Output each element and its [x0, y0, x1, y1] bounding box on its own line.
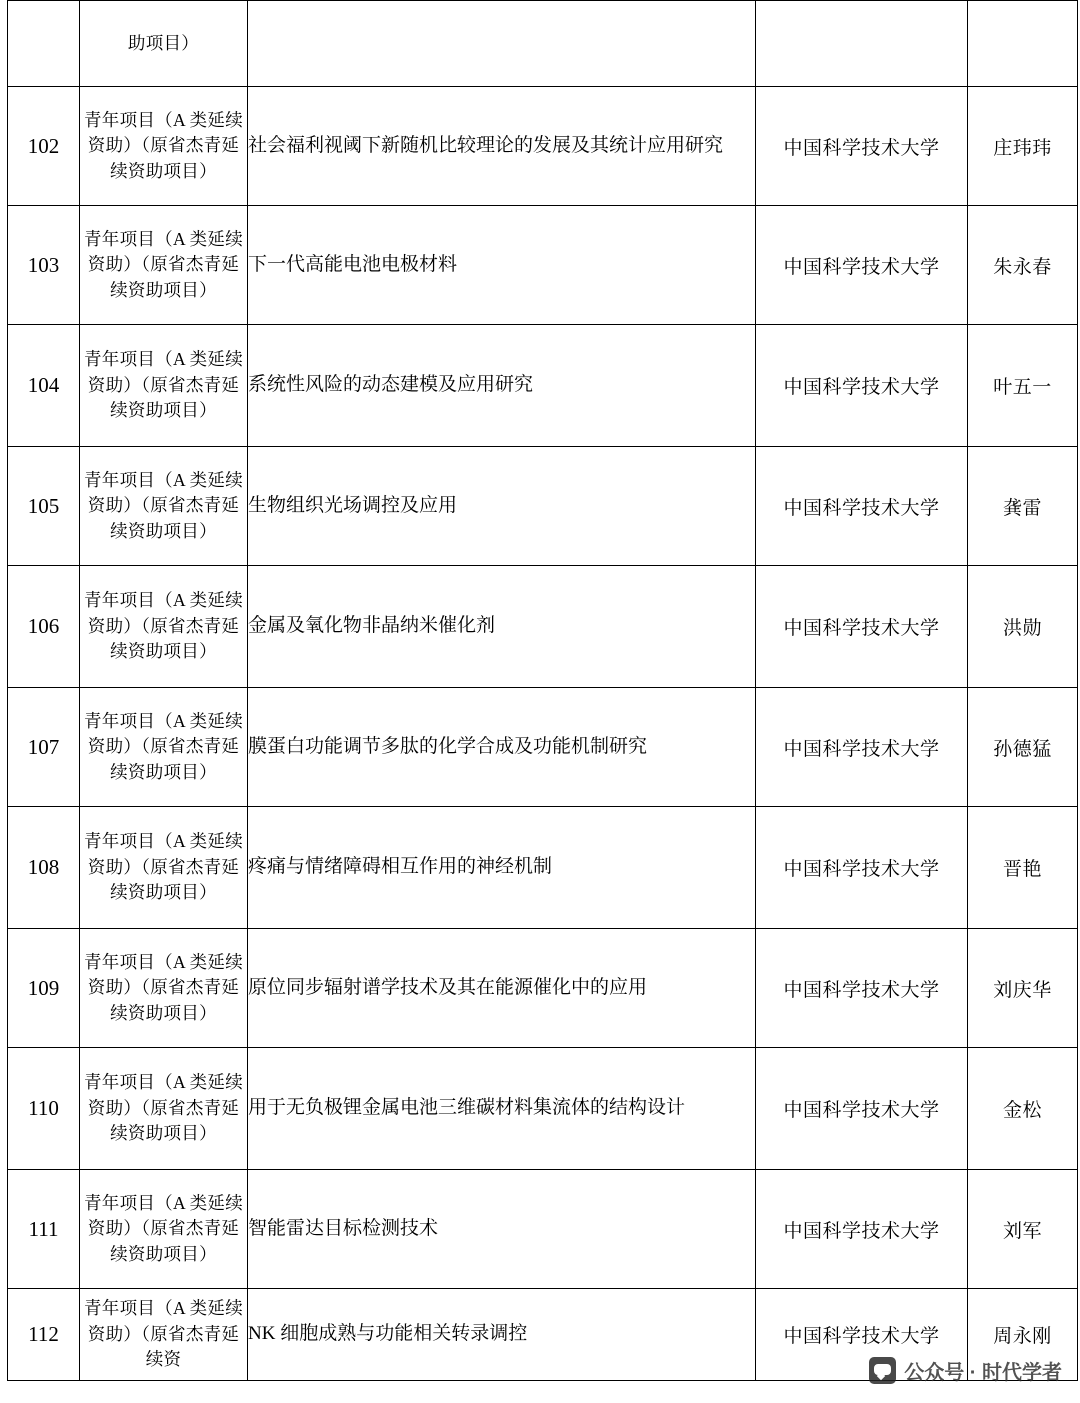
table-row — [8, 688, 1078, 807]
cell-project-title: 生物组织光场调控及应用 — [248, 447, 756, 566]
cell-organization: 中国科学技术大学 — [756, 929, 968, 1048]
cell-project-type: 助项目） — [80, 1, 248, 87]
cell-serial-number: 103 — [8, 206, 80, 325]
cell-project-type: 青年项目（A 类延续资助）（原省杰青延续资助项目） — [80, 87, 248, 206]
cell-project-type: 青年项目（A 类延续资助）（原省杰青延续资助项目） — [80, 206, 248, 325]
cell-project-title: 原位同步辐射谱学技术及其在能源催化中的应用 — [248, 929, 756, 1048]
cell-serial-number: 112 — [8, 1289, 80, 1381]
cell-principal-investigator: 晋艳 — [968, 807, 1078, 929]
cell-project-title — [248, 1, 756, 87]
table-row — [8, 1289, 1078, 1381]
cell-project-type: 青年项目（A 类延续资助）（原省杰青延续资助项目） — [80, 688, 248, 807]
cell-project-title: 用于无负极锂金属电池三维碳材料集流体的结构设计 — [248, 1048, 756, 1170]
cell-organization: 中国科学技术大学 — [756, 807, 968, 929]
cell-principal-investigator: 朱永春 — [968, 206, 1078, 325]
table-row — [8, 206, 1078, 325]
cell-principal-investigator: 金松 — [968, 1048, 1078, 1170]
cell-project-type: 青年项目（A 类延续资助）（原省杰青延续资 — [80, 1289, 248, 1381]
cell-organization: 中国科学技术大学 — [756, 325, 968, 447]
cell-project-title: 下一代高能电池电极材料 — [248, 206, 756, 325]
table-row — [8, 1048, 1078, 1170]
cell-project-type: 青年项目（A 类延续资助）（原省杰青延续资助项目） — [80, 1170, 248, 1289]
cell-organization: 中国科学技术大学 — [756, 206, 968, 325]
cell-project-title: 智能雷达目标检测技术 — [248, 1170, 756, 1289]
table-row — [8, 325, 1078, 447]
cell-organization: 中国科学技术大学 — [756, 1048, 968, 1170]
cell-project-type: 青年项目（A 类延续资助）（原省杰青延续资助项目） — [80, 807, 248, 929]
cell-serial-number — [8, 1, 80, 87]
cell-serial-number: 105 — [8, 447, 80, 566]
cell-project-type: 青年项目（A 类延续资助）（原省杰青延续资助项目） — [80, 929, 248, 1048]
table-row — [8, 1170, 1078, 1289]
cell-organization: 中国科学技术大学 — [756, 87, 968, 206]
cell-project-title: 系统性风险的动态建模及应用研究 — [248, 325, 756, 447]
cell-serial-number: 108 — [8, 807, 80, 929]
cell-serial-number: 111 — [8, 1170, 80, 1289]
cell-project-type: 青年项目（A 类延续资助）（原省杰青延续资助项目） — [80, 566, 248, 688]
cell-organization: 中国科学技术大学 — [756, 447, 968, 566]
cell-organization: 中国科学技术大学 — [756, 1170, 968, 1289]
project-list-table — [7, 0, 1078, 1381]
cell-organization: 中国科学技术大学 — [756, 1289, 968, 1381]
cell-principal-investigator: 刘庆华 — [968, 929, 1078, 1048]
table-row — [8, 87, 1078, 206]
cell-principal-investigator: 洪勋 — [968, 566, 1078, 688]
cell-principal-investigator: 龚雷 — [968, 447, 1078, 566]
cell-organization: 中国科学技术大学 — [756, 688, 968, 807]
cell-project-type: 青年项目（A 类延续资助）（原省杰青延续资助项目） — [80, 1048, 248, 1170]
table-row — [8, 447, 1078, 566]
cell-serial-number: 110 — [8, 1048, 80, 1170]
table-row — [8, 1, 1078, 87]
cell-serial-number: 104 — [8, 325, 80, 447]
table-row — [8, 566, 1078, 688]
cell-organization: 中国科学技术大学 — [756, 566, 968, 688]
cell-project-title: 疼痛与情绪障碍相互作用的神经机制 — [248, 807, 756, 929]
cell-principal-investigator: 庄玮玮 — [968, 87, 1078, 206]
table-row — [8, 929, 1078, 1048]
cell-project-title: 金属及氧化物非晶纳米催化剂 — [248, 566, 756, 688]
cell-serial-number: 106 — [8, 566, 80, 688]
cell-project-type: 青年项目（A 类延续资助）（原省杰青延续资助项目） — [80, 447, 248, 566]
watermark-text: 公众号 · 时代学者 — [904, 1362, 1062, 1384]
cell-project-title: 社会福利视阈下新随机比较理论的发展及其统计应用研究 — [248, 87, 756, 206]
cell-project-title: NK 细胞成熟与功能相关转录调控 — [248, 1289, 756, 1381]
table-body — [8, 1, 1078, 1381]
cell-project-type: 青年项目（A 类延续资助）（原省杰青延续资助项目） — [80, 325, 248, 447]
cell-serial-number: 107 — [8, 688, 80, 807]
cell-project-title: 膜蛋白功能调节多肽的化学合成及功能机制研究 — [248, 688, 756, 807]
cell-principal-investigator: 刘军 — [968, 1170, 1078, 1289]
cell-organization — [756, 1, 968, 87]
cell-principal-investigator: 孙德猛 — [968, 688, 1078, 807]
cell-serial-number: 109 — [8, 929, 80, 1048]
cell-serial-number: 102 — [8, 87, 80, 206]
cell-principal-investigator — [968, 1, 1078, 87]
cell-principal-investigator: 周永刚 — [968, 1289, 1078, 1381]
cell-principal-investigator: 叶五一 — [968, 325, 1078, 447]
table-row — [8, 807, 1078, 929]
